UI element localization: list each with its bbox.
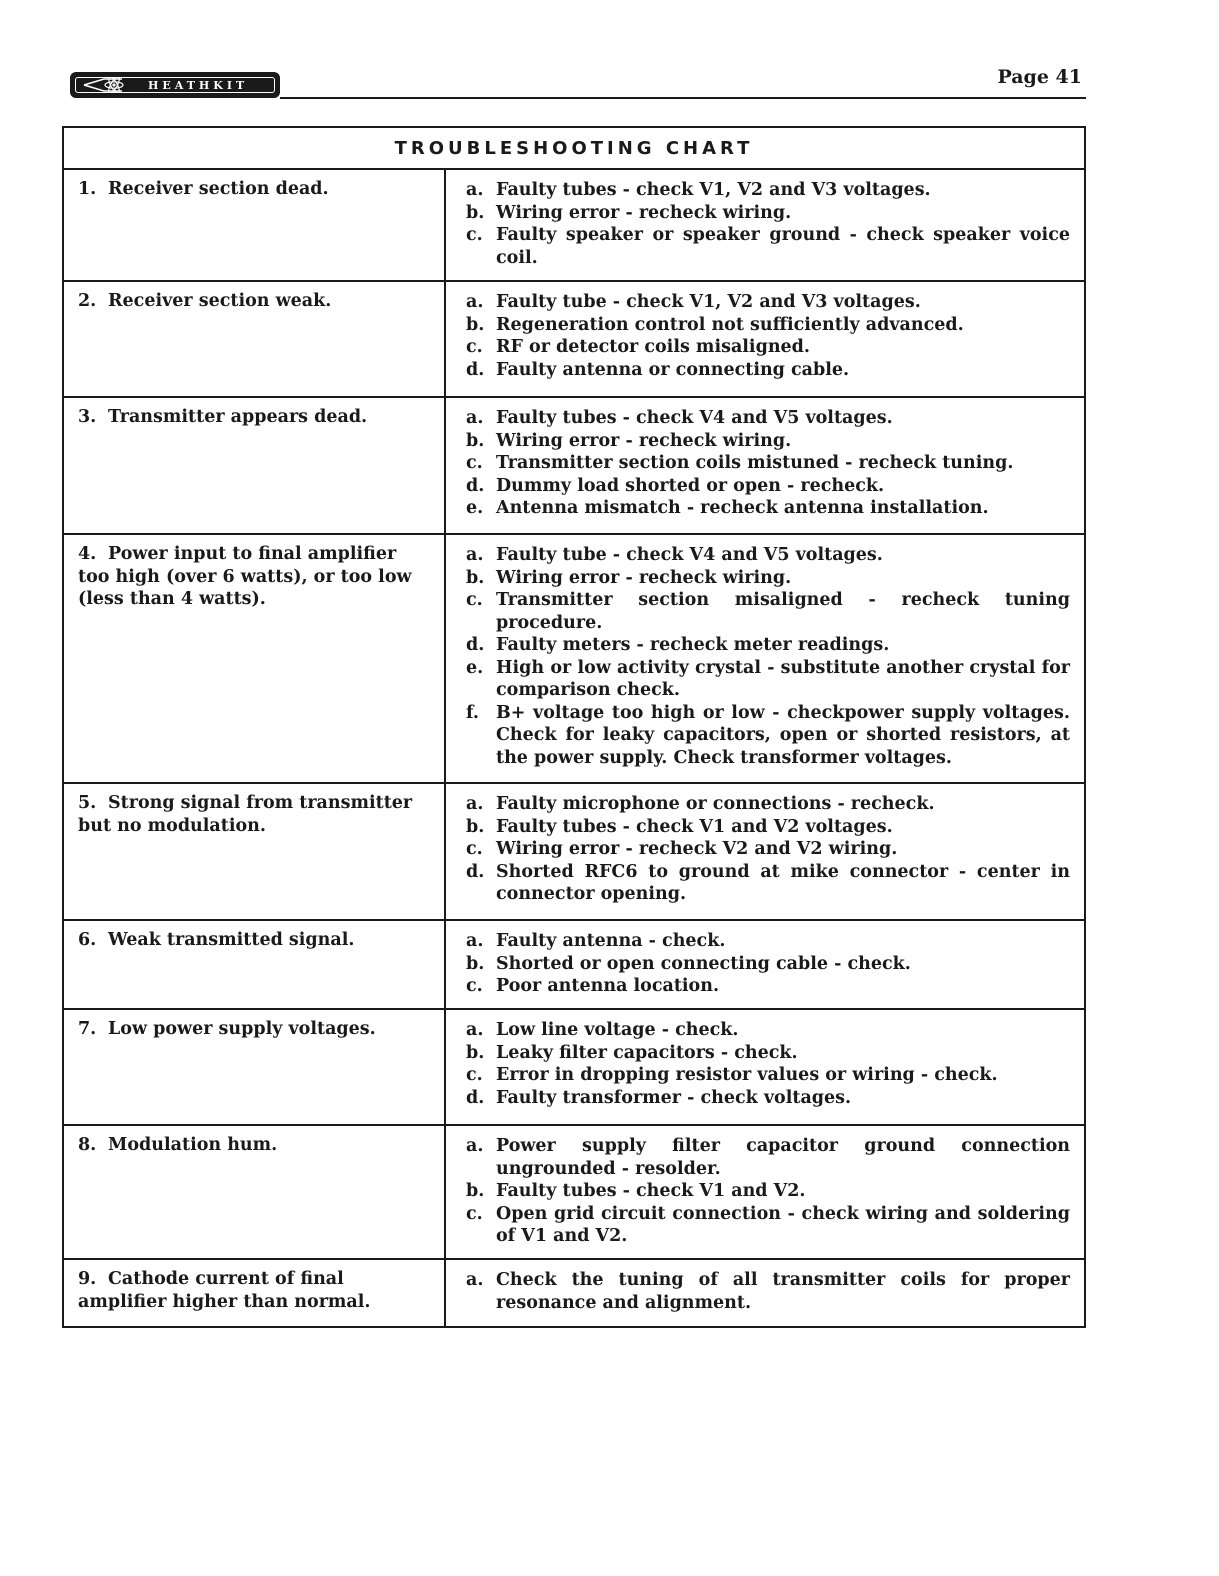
cause-letter: a. bbox=[466, 794, 484, 814]
cause-text: Transmitter section misaligned - recheck tuning procedure. bbox=[496, 590, 1070, 633]
cause-text: Faulty speaker or speaker ground - check speaker voice coil. bbox=[496, 225, 1070, 268]
cause-letter: b. bbox=[466, 567, 485, 588]
cause-item bbox=[466, 544, 1070, 567]
cause-text: Low line voltage - check. bbox=[496, 1020, 739, 1040]
cause-item bbox=[466, 407, 1070, 430]
cause-item bbox=[466, 589, 1070, 634]
problem-text: Receiver section weak. bbox=[108, 291, 332, 311]
problem-number: 8. bbox=[78, 1135, 97, 1155]
cause-item bbox=[466, 953, 1070, 976]
cause-text: Dummy load shorted or open - recheck. bbox=[496, 475, 885, 496]
cause-text: Regeneration control not sufficiently advanced. bbox=[496, 314, 964, 335]
cause-item bbox=[466, 452, 1070, 475]
logo-text: HEATHKIT bbox=[148, 78, 249, 92]
cause-item bbox=[466, 430, 1070, 453]
cause-letter: d. bbox=[466, 475, 485, 496]
cause-text: Wiring error - recheck wiring. bbox=[496, 567, 792, 588]
problem-number: 1. bbox=[78, 179, 97, 199]
cause-item bbox=[466, 1180, 1070, 1203]
cause-item bbox=[466, 336, 1070, 359]
chart-row bbox=[64, 1260, 1084, 1326]
cause-text: RF or detector coils misaligned. bbox=[496, 337, 811, 357]
cause-letter: c. bbox=[466, 839, 483, 859]
cause-letter: a. bbox=[466, 931, 484, 951]
header-rule bbox=[280, 97, 1086, 99]
causes-cell bbox=[446, 282, 1084, 396]
cause-item bbox=[466, 291, 1070, 314]
problem-cell bbox=[64, 1126, 446, 1258]
cause-text: Faulty antenna - check. bbox=[496, 931, 726, 951]
cause-text: Faulty transformer - check voltages. bbox=[496, 1087, 852, 1108]
cause-item bbox=[466, 1042, 1070, 1065]
causes-cell bbox=[446, 1260, 1084, 1326]
cause-item bbox=[466, 861, 1070, 906]
chart-row bbox=[64, 784, 1084, 921]
causes-cell bbox=[446, 535, 1084, 782]
cause-item bbox=[466, 838, 1070, 861]
cause-letter: c. bbox=[466, 453, 483, 473]
cause-letter: b. bbox=[466, 1181, 485, 1201]
chart-row bbox=[64, 921, 1084, 1010]
cause-item bbox=[466, 793, 1070, 816]
cause-letter: a. bbox=[466, 180, 484, 200]
cause-text: Faulty microphone or connections - recheck. bbox=[496, 794, 935, 814]
cause-item bbox=[466, 314, 1070, 337]
cause-letter: b. bbox=[466, 430, 485, 451]
cause-text: Faulty tubes - check V1 and V2. bbox=[496, 1181, 806, 1201]
problem-cell bbox=[64, 170, 446, 280]
cause-letter: a. bbox=[466, 545, 484, 565]
cause-text: Faulty tube - check V4 and V5 voltages. bbox=[496, 545, 883, 565]
causes-cell bbox=[446, 1126, 1084, 1258]
chart-row bbox=[64, 1126, 1084, 1260]
cause-item bbox=[466, 1064, 1070, 1087]
cause-text: High or low activity crystal - substitute another crystal for comparison check. bbox=[496, 657, 1070, 700]
problem-number: 6. bbox=[78, 930, 97, 950]
chart-row bbox=[64, 282, 1084, 398]
cause-letter: e. bbox=[466, 657, 484, 678]
cause-text: Leaky filter capacitors - check. bbox=[496, 1042, 798, 1063]
cause-item bbox=[466, 1087, 1070, 1110]
problem-text: Power input to final amplifier too high (over 6 watts), or too low (less than 4 watts). bbox=[78, 544, 412, 609]
problem-text: Cathode current of final amplifier higher than normal. bbox=[78, 1269, 371, 1312]
cause-item bbox=[466, 567, 1070, 590]
cause-letter: c. bbox=[466, 590, 483, 610]
chart-row bbox=[64, 170, 1084, 282]
cause-letter: c. bbox=[466, 225, 483, 245]
cause-item bbox=[466, 634, 1070, 657]
cause-item bbox=[466, 1203, 1070, 1248]
cause-letter: a. bbox=[466, 408, 484, 428]
cause-item bbox=[466, 179, 1070, 202]
cause-text: Faulty tube - check V1, V2 and V3 voltages. bbox=[496, 292, 921, 312]
causes-cell bbox=[446, 1010, 1084, 1124]
cause-text: Check the tuning of all transmitter coils for proper resonance and alignment. bbox=[496, 1270, 1070, 1313]
causes-cell bbox=[446, 921, 1084, 1008]
chart-row bbox=[64, 398, 1084, 535]
cause-letter: d. bbox=[466, 359, 485, 380]
cause-letter: a. bbox=[466, 1136, 484, 1156]
problem-cell bbox=[64, 535, 446, 782]
cause-letter: c. bbox=[466, 1203, 483, 1224]
cause-letter: c. bbox=[466, 1065, 483, 1085]
cause-letter: b. bbox=[466, 1042, 485, 1063]
cause-letter: d. bbox=[466, 861, 485, 882]
cause-text: B+ voltage too high or low - checkpower supply voltages. Check for leaky capacitors, open or shorted resistors, at the power supply. Check transformer voltages. bbox=[496, 702, 1070, 768]
cause-item bbox=[466, 816, 1070, 839]
cause-item bbox=[466, 497, 1070, 520]
cause-letter: b. bbox=[466, 202, 485, 223]
cause-item bbox=[466, 930, 1070, 953]
cause-item bbox=[466, 975, 1070, 998]
problem-text: Transmitter appears dead. bbox=[108, 407, 368, 427]
cause-letter: c. bbox=[466, 976, 483, 996]
cause-letter: e. bbox=[466, 498, 484, 518]
cause-letter: a. bbox=[466, 1270, 484, 1290]
cause-text: Shorted or open connecting cable - check. bbox=[496, 953, 911, 974]
chart-row bbox=[64, 1010, 1084, 1126]
cause-text: Transmitter section coils mistuned - recheck tuning. bbox=[496, 453, 1014, 473]
troubleshooting-chart bbox=[62, 126, 1086, 1328]
problem-cell bbox=[64, 784, 446, 919]
problem-cell bbox=[64, 282, 446, 396]
cause-item bbox=[466, 1269, 1070, 1314]
problem-text: Weak transmitted signal. bbox=[108, 930, 355, 950]
problem-cell bbox=[64, 1260, 446, 1326]
cause-item bbox=[466, 1135, 1070, 1180]
cause-item bbox=[466, 1019, 1070, 1042]
cause-text: Open grid circuit connection - check wiring and soldering of V1 and V2. bbox=[496, 1203, 1070, 1246]
problem-number: 9. bbox=[78, 1269, 97, 1289]
cause-letter: c. bbox=[466, 337, 483, 357]
problem-number: 2. bbox=[78, 291, 97, 311]
page-header bbox=[68, 66, 1086, 100]
cause-item bbox=[466, 202, 1070, 225]
problem-number: 4. bbox=[78, 544, 97, 564]
chart-title: TROUBLESHOOTING CHART bbox=[64, 128, 1084, 170]
cause-letter: b. bbox=[466, 953, 485, 974]
cause-letter: d. bbox=[466, 635, 485, 655]
cause-text: Faulty tubes - check V1 and V2 voltages. bbox=[496, 816, 893, 837]
cause-text: Antenna mismatch - recheck antenna installation. bbox=[496, 498, 989, 518]
cause-text: Faulty tubes - check V4 and V5 voltages. bbox=[496, 408, 893, 428]
problem-text: Low power supply voltages. bbox=[108, 1019, 376, 1039]
cause-letter: d. bbox=[466, 1087, 485, 1108]
causes-cell bbox=[446, 398, 1084, 533]
problem-cell bbox=[64, 398, 446, 533]
cause-letter: a. bbox=[466, 1020, 484, 1040]
cause-text: Shorted RFC6 to ground at mike connector - center in connector opening. bbox=[496, 861, 1070, 904]
causes-cell bbox=[446, 784, 1084, 919]
atom-emblem-icon bbox=[82, 77, 146, 93]
cause-letter: f. bbox=[466, 702, 479, 723]
cause-text: Faulty tubes - check V1, V2 and V3 voltages. bbox=[496, 180, 931, 200]
cause-item bbox=[466, 359, 1070, 382]
cause-text: Error in dropping resistor values or wiring - check. bbox=[496, 1065, 998, 1085]
causes-cell bbox=[446, 170, 1084, 280]
cause-item bbox=[466, 475, 1070, 498]
cause-letter: b. bbox=[466, 816, 485, 837]
heathkit-logo bbox=[70, 72, 280, 98]
cause-letter: a. bbox=[466, 292, 484, 312]
cause-text: Wiring error - recheck V2 and V2 wiring. bbox=[496, 839, 898, 859]
problem-text: Strong signal from transmitter but no modulation. bbox=[78, 793, 413, 836]
problem-text: Modulation hum. bbox=[108, 1135, 278, 1155]
problem-number: 3. bbox=[78, 407, 97, 427]
cause-item bbox=[466, 657, 1070, 702]
cause-letter: b. bbox=[466, 314, 485, 335]
cause-text: Wiring error - recheck wiring. bbox=[496, 430, 792, 451]
problem-text: Receiver section dead. bbox=[108, 179, 329, 199]
cause-text: Power supply filter capacitor ground connection ungrounded - resolder. bbox=[496, 1136, 1070, 1179]
cause-item bbox=[466, 702, 1070, 770]
chart-row bbox=[64, 535, 1084, 784]
problem-number: 5. bbox=[78, 793, 97, 813]
cause-item bbox=[466, 224, 1070, 269]
cause-text: Faulty meters - recheck meter readings. bbox=[496, 635, 890, 655]
problem-number: 7. bbox=[78, 1019, 97, 1039]
cause-text: Poor antenna location. bbox=[496, 976, 720, 996]
problem-cell bbox=[64, 921, 446, 1008]
page-number: Page 41 bbox=[997, 66, 1082, 88]
problem-cell bbox=[64, 1010, 446, 1124]
cause-text: Wiring error - recheck wiring. bbox=[496, 202, 792, 223]
cause-text: Faulty antenna or connecting cable. bbox=[496, 359, 850, 380]
